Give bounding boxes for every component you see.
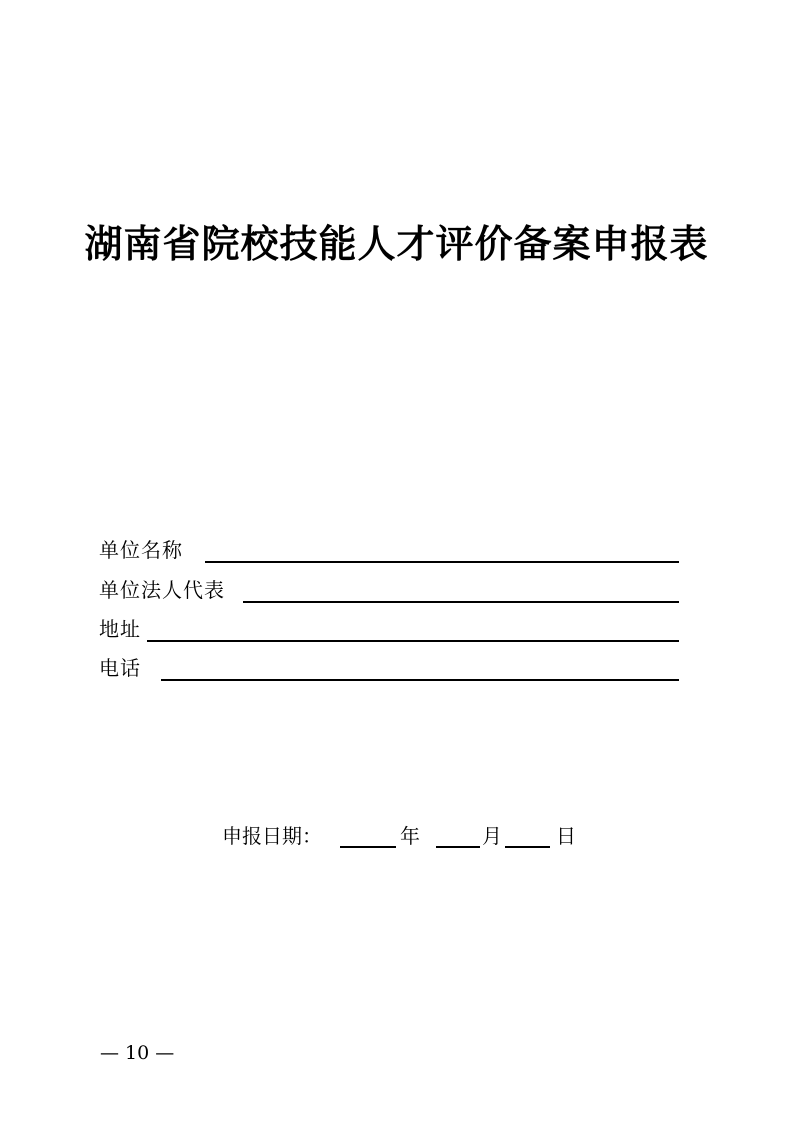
date-label: 申报日期： — [222, 824, 322, 848]
legal-representative-input-line[interactable] — [243, 601, 679, 603]
field-row-legal-representative — [99, 575, 679, 605]
field-label-unit-name: 单位名称 — [99, 538, 183, 562]
field-label-address: 地址 — [99, 617, 141, 641]
phone-input-line[interactable] — [161, 679, 679, 681]
field-row-unit-name — [99, 535, 679, 565]
day-unit: 日 — [556, 824, 576, 848]
field-row-address — [99, 614, 679, 644]
declaration-date — [222, 820, 582, 852]
address-input-line[interactable] — [147, 640, 679, 642]
month-unit: 月 — [482, 824, 502, 848]
unit-name-input-line[interactable] — [205, 561, 679, 563]
year-unit: 年 — [400, 824, 420, 848]
day-blank[interactable] — [505, 846, 550, 848]
month-blank[interactable] — [436, 846, 480, 848]
field-label-legal-representative: 单位法人代表 — [99, 578, 225, 602]
year-blank[interactable] — [340, 846, 396, 848]
page-number: — 10 — — [100, 1042, 175, 1064]
page-title: 湖南省院校技能人才评价备案申报表 — [84, 221, 709, 266]
field-row-phone — [99, 653, 679, 683]
field-label-phone: 电话 — [99, 656, 141, 680]
